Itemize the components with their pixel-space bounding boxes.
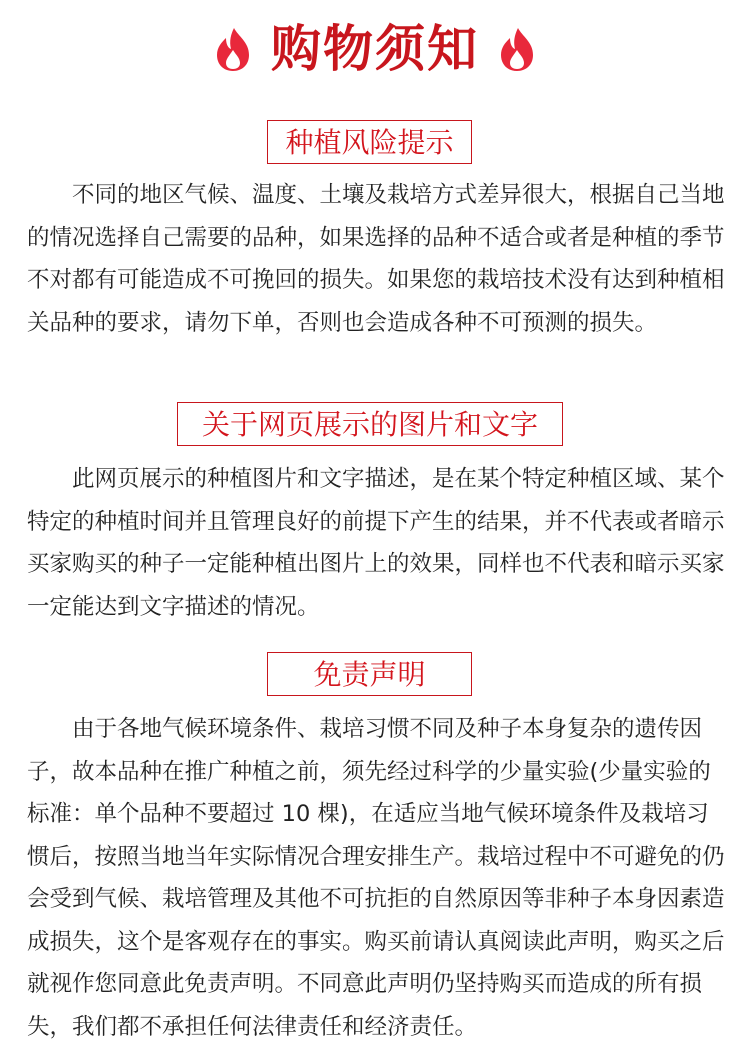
section-body-planting-risk: 不同的地区气候、温度、土壤及栽培方式差异很大，根据自己当地的情况选择自己需要的品种，如果选择的品种不适合或者是种植的季节不对都有可能造成不可挽回的损失。如果您的栽培技术没有达到种植相关品种的要求，请勿下单，否则也会造成各种不可预测的损失。	[27, 182, 725, 336]
section-title-disclaimer: 免责声明	[267, 652, 472, 696]
flame-icon	[497, 26, 537, 72]
page-title: 购物须知	[271, 20, 479, 78]
flame-icon	[213, 26, 253, 72]
section-title-planting-risk: 种植风险提示	[267, 120, 472, 164]
header	[0, 14, 750, 84]
section-title-images-text: 关于网页展示的图片和文字	[177, 402, 563, 446]
section-body-images-text: 此网页展示的种植图片和文字描述，是在某个特定种植区域、某个特定的种植时间并且管理良好的前提下产生的结果，并不代表或者暗示买家购买的种子一定能种植出图片上的效果，同样也不代表和暗示买家一定能达到文字描述的情况。	[27, 466, 725, 620]
section-body-disclaimer: 由于各地气候环境条件、栽培习惯不同及种子本身复杂的遗传因子，故本品种在推广种植之前，须先经过科学的少量实验(少量实验的标准：单个品种不要超过 10 棵)，在适应当地气候环境条件及栽培习惯后，按照当地当年实际情况合理安排生产。栽培过程中不可避免的仍会受到气候、栽培管理及其他不可抗拒的自然原因等非种子本身因素造成损失，这个是客观存在的事实。购买前请认真阅读此声明，购买之后就视作您同意此免责声明。不同意此声明仍坚持购买而造成的所有损失，我们都不承担任何法律责任和经济责任。	[27, 716, 725, 1040]
